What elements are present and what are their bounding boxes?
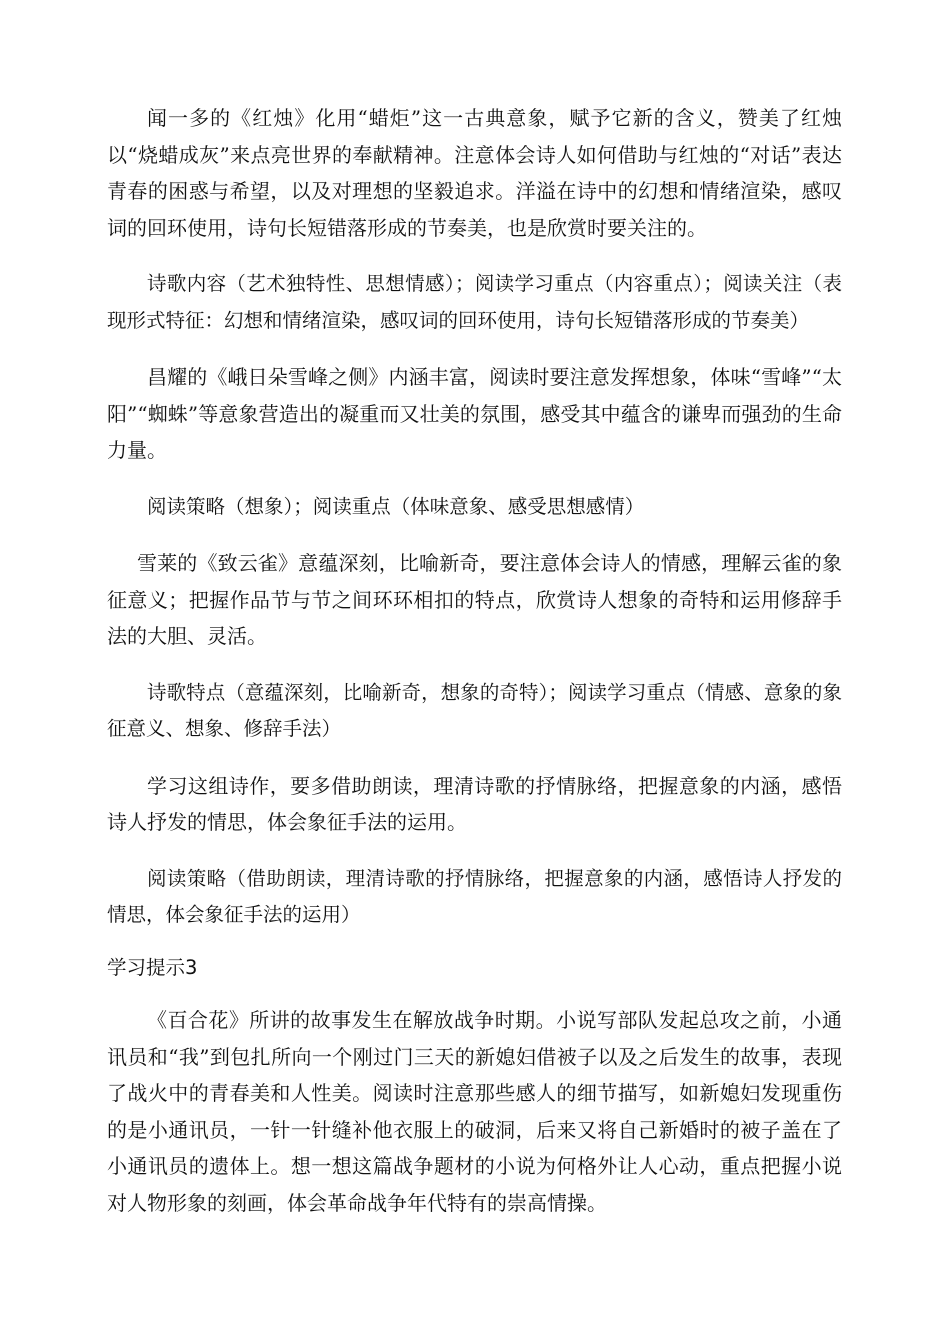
spacer bbox=[107, 339, 842, 359]
spacer bbox=[107, 986, 842, 1002]
spacer bbox=[107, 246, 842, 266]
paragraph-summary-notes: 阅读策略（借助朗读，理清诗歌的抒情脉络，把握意象的内涵，感悟诗人抒发的情思，体会象征手法的运用） bbox=[107, 866, 842, 926]
paragraph-eriduo-notes: 阅读策略（想象）；阅读重点（体味意象、感受思想感情） bbox=[147, 494, 645, 518]
spacer bbox=[107, 655, 842, 675]
paragraph-hongzhu: 闻一多的《红烛》化用“蜡炬”这一古典意象，赋予它新的含义，赞美了红烛以“烧蜡成灰”来点亮世界的奉献精神。注意体会诗人如何借助与红烛的“对话”表达青春的困惑与希望，以及对理想的坚毅追求。洋溢在诗中的幻想和情绪渲染，感叹词的回环使用，诗句长短错落形成的节奏美，也是欣赏时要关注的。 bbox=[107, 106, 842, 240]
paragraph-eriduo: 昌耀的《峨日朵雪峰之侧》内涵丰富，阅读时要注意发挥想象，体味“雪峰”“太阳”“蜘蛛”等意象营造出的凝重而又壮美的氛围，感受其中蕴含的谦卑而强劲的生命力量。 bbox=[107, 365, 842, 462]
section-heading: 学习提示3 bbox=[107, 955, 198, 979]
spacer bbox=[107, 841, 842, 861]
paragraph-yunque-notes: 诗歌特点（意蕴深刻，比喻新奇，想象的奇特）；阅读学习重点（情感、意象的象征意义、想象、修辞手法） bbox=[107, 680, 842, 740]
paragraph-summary: 学习这组诗作，要多借助朗读，理清诗歌的抒情脉络，把握意象的内涵，感悟诗人抒发的情思，体会象征手法的运用。 bbox=[107, 773, 842, 834]
spacer bbox=[107, 934, 842, 950]
paragraph-yunque: 雪莱的《致云雀》意蕴深刻，比喻新奇，要注意体会诗人的情感，理解云雀的象征意义；把握作品节与节之间环环相扣的特点，欣赏诗人想象的奇特和运用修辞手法的大胆、灵活。 bbox=[107, 551, 842, 648]
spacer bbox=[107, 469, 842, 489]
spacer bbox=[107, 748, 842, 768]
spacer bbox=[107, 525, 842, 545]
paragraph-hongzhu-notes: 诗歌内容（艺术独特性、思想情感）；阅读学习重点（内容重点）；阅读关注（表现形式特征：幻想和情绪渲染，感叹词的回环使用，诗句长短错落形成的节奏美） bbox=[107, 272, 842, 332]
paragraph-baihehua: 《百合花》所讲的故事发生在解放战争时期。小说写部队发起总攻之前，小通讯员和“我”到包扎所向一个刚过门三天的新媳妇借被子以及之后发生的故事，表现了战火中的青春美和人性美。阅读时注意那些感人的细节描写，如新媳妇发现重伤的是小通讯员，一针一针缝补他衣服上的破洞，后来又将自己新婚时的被子盖在了小通讯员的遗体上。想一想这篇战争题材的小说为何格外让人心动，重点把握小说对人物形象的刻画，体会革命战争年代特有的崇高情操。 bbox=[107, 1008, 842, 1215]
